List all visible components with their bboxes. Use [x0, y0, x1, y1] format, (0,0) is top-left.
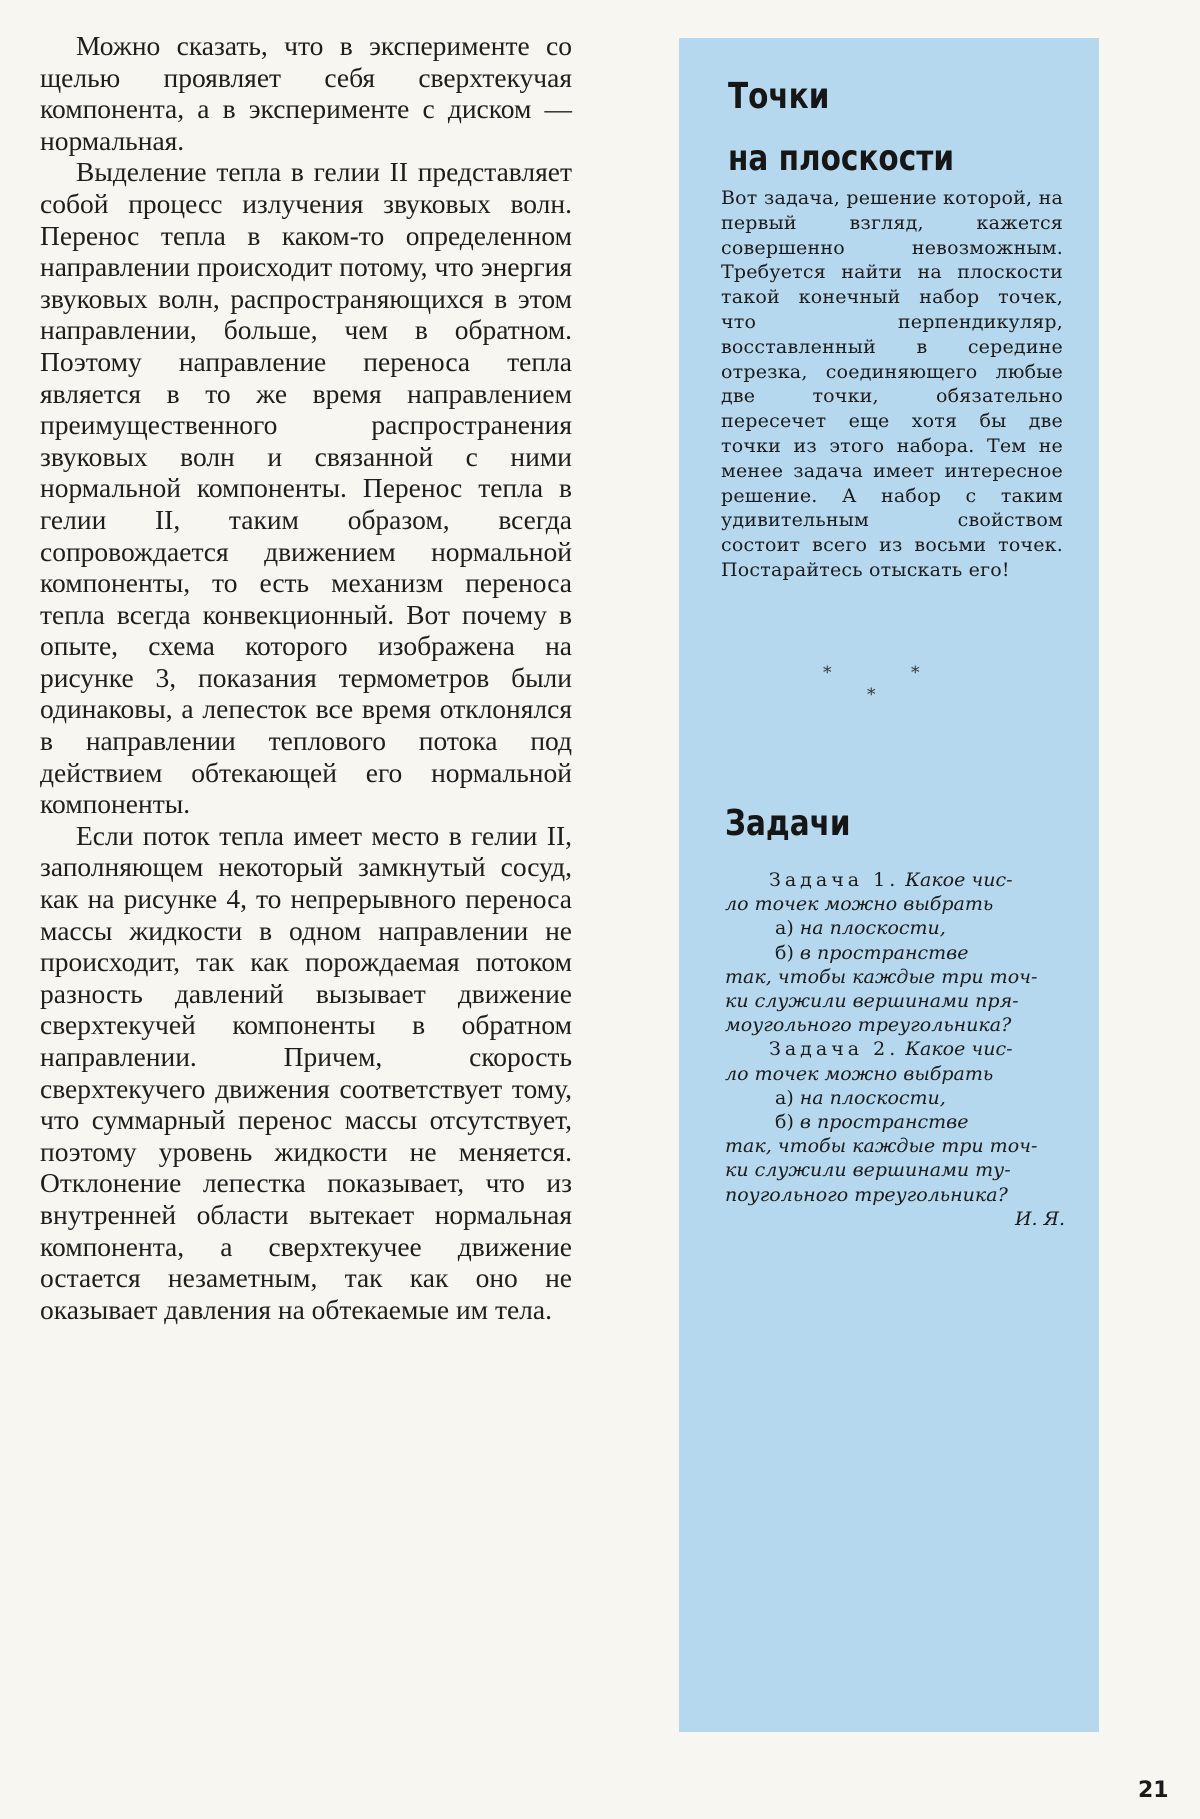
sidebar-title-line2: на плоскости: [728, 138, 954, 179]
task1-line2: ло точек можно выбрать: [725, 893, 994, 916]
task2-line5: так, чтобы каждые три точ-: [725, 1135, 1038, 1158]
task1-option-b: б) в пространстве: [775, 941, 969, 964]
asterisk-3: *: [867, 685, 876, 705]
asterisk-2: *: [911, 663, 920, 683]
task2-option-a: а) на плоскости,: [775, 1086, 946, 1109]
task1-line6: ки служили вершинами пря-: [725, 990, 1019, 1013]
task2-line6: ки служили вершинами ту-: [725, 1159, 1011, 1182]
author-signature: И. Я.: [1014, 1207, 1065, 1230]
article-paragraph-3: Если поток тепла имеет место в гелии II, заполняющем некоторый замкнутый сосуд, как на рисунке 4, то непрерывного переноса массы жидкости в одном направлении не происходит, так как порождаемая потоком разность давлений вызывает движение сверхтекучей компоненты в обратном направлении. Причем, скорость сверхтекучего движения соответствует тому, что суммарный перенос массы отсутствует, поэтому уровень жидкости не меняется. Отклонение лепестка показывает, что из внутренней области вытекает нормальная компонента, а сверхтекучее движение остается незаметным, так как оно не оказывает давления на обтекаемые им тела.: [40, 819, 572, 1325]
article-column: [40, 30, 572, 1325]
tasks-list: [725, 868, 1065, 1231]
page-number: 21: [1138, 1778, 1169, 1803]
article-paragraph-2: Выделение тепла в гелии II представляет собой процесс излучения звуковых волн. Перенос тепла в каком-то определенном направлении происходит потому, что энергия звуковых волн, распространяющихся в этом направлении, больше, чем в обратном. Поэтому направление переноса тепла является в то же время направлением преимущественного распространения звуковых волн и связанной с ними нормальной компоненты. Перенос тепла в гелии II, таким образом, всегда сопровождается движением нормальной компоненты, то есть механизм переноса тепла всегда конвекционный. Вот почему в опыте, схема которого изображена на рисунке 3, показания термометров были одинаковы, а лепесток все время отклонялся в направлении теплового потока под действием обтекающей его нормальной компоненты.: [40, 156, 572, 820]
task2-line7: поугольного треугольника?: [725, 1183, 1008, 1206]
sidebar-title-line1: Точки: [728, 76, 830, 117]
sidebar-puzzle-text: Вот задача, решение которой, на первый взгляд, кажется совершенно невозможным. Требуется найти на плоскости такой конечный набор точек, что перпендикуляр, восставленный в середине отрезка, соединяющего любые две точки, обязательно пересечет еще хотя бы две точки из этого набора. Тем не менее задача имеет интересное решение. А набор с таким удивительным свойством состоит всего из восьми точек. Постарайтесь отыскать его!: [721, 187, 1063, 581]
sidebar-box: [679, 38, 1099, 1732]
task1-option-a: а) на плоскости,: [775, 917, 946, 940]
task1-line5: так, чтобы каждые три точ-: [725, 965, 1038, 988]
task2-line2: ло точек можно выбрать: [725, 1062, 994, 1085]
sidebar-title: [728, 66, 954, 190]
task2-line1: Задача 2. Какое чис-: [769, 1038, 1013, 1061]
tasks-title: Задачи: [725, 803, 851, 844]
article-paragraph-1: Можно сказать, что в эксперименте со щелью проявляет себя сверхтекучая компонента, а в эксперименте с диском — нормальная.: [40, 30, 572, 156]
task1-line7: моугольного треугольника?: [725, 1014, 1012, 1037]
task1-line1: Задача 1. Какое чис-: [769, 869, 1013, 891]
task2-option-b: б) в пространстве: [775, 1111, 969, 1134]
asterisk-1: *: [823, 663, 832, 683]
